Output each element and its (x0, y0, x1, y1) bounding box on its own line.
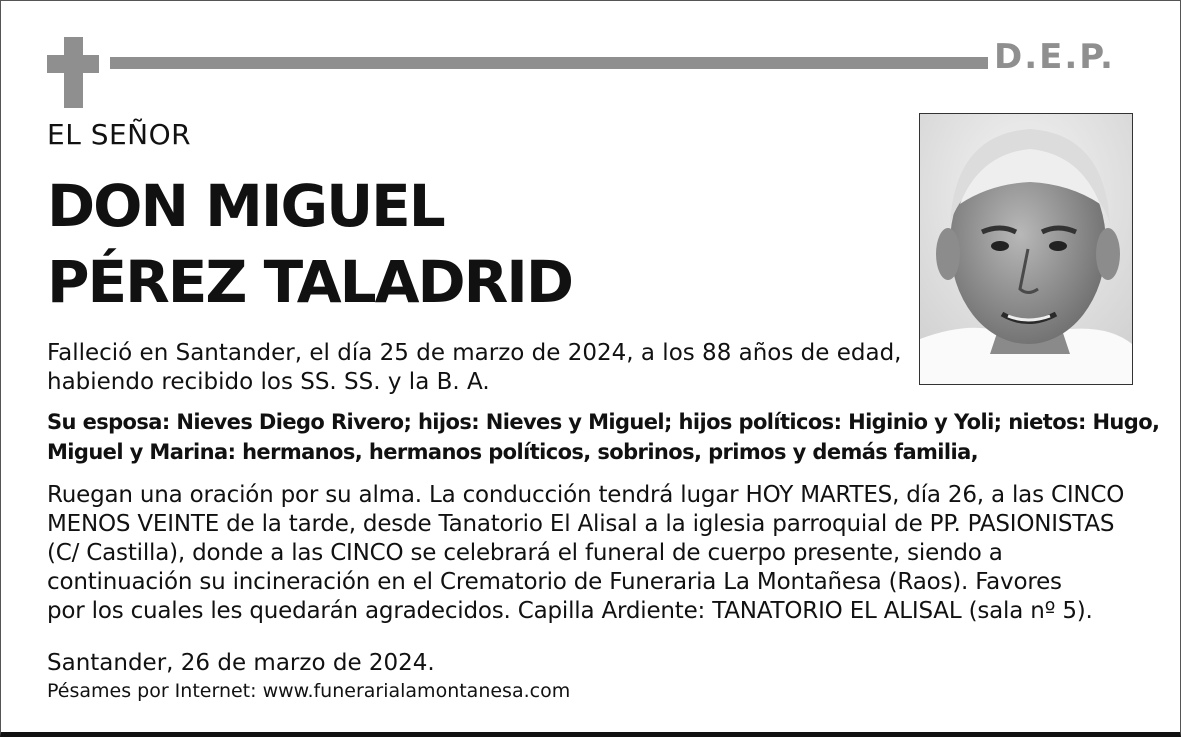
family-list (47, 407, 1159, 467)
service-details (47, 481, 1124, 626)
death-notice (47, 339, 902, 397)
death-notice-line: habiendo recibido los SS. SS. y la B. A. (47, 369, 490, 395)
service-line: Ruegan una oración por su alma. La conducción tendrá lugar HOY MARTES, día 26, a las CINCO (47, 482, 1125, 508)
honorific-title: EL SEÑOR (47, 118, 192, 151)
service-line: por los cuales les quedarán agradecidos. Capilla Ardiente: TANATORIO EL ALISAL (sala nº 5). (47, 598, 1093, 624)
portrait-photo (919, 113, 1133, 385)
family-line: Su esposa: Nieves Diego Rivero; hijos: Nieves y Miguel; hijos políticos: Higinio y Yoli; nietos: Hugo, (47, 410, 1160, 434)
condolences-website: Pésames por Internet: www.funerarialamontanesa.com (47, 680, 571, 702)
cross-icon-horizontal (47, 55, 99, 73)
header-rule (110, 57, 988, 69)
deceased-name (47, 168, 572, 320)
place-date: Santander, 26 de marzo de 2024. (47, 650, 435, 676)
name-line-1: DON MIGUEL (47, 172, 444, 240)
service-line: (C/ Castilla), donde a las CINCO se celebrará el funeral de cuerpo presente, siendo a (47, 540, 1003, 566)
name-line-2: PÉREZ TALADRID (47, 248, 572, 316)
dep-label: D.E.P. (994, 37, 1115, 77)
service-line: MENOS VEINTE de la tarde, desde Tanatorio El Alisal a la iglesia parroquial de PP. PASIONISTAS (47, 511, 1115, 537)
service-line: continuación su incineración en el Crematorio de Funeraria La Montañesa (Raos). Favores (47, 569, 1062, 595)
family-line: Miguel y Marina: hermanos, hermanos políticos, sobrinos, primos y demás familia, (47, 440, 979, 464)
death-notice-line: Falleció en Santander, el día 25 de marzo de 2024, a los 88 años de edad, (47, 340, 902, 366)
